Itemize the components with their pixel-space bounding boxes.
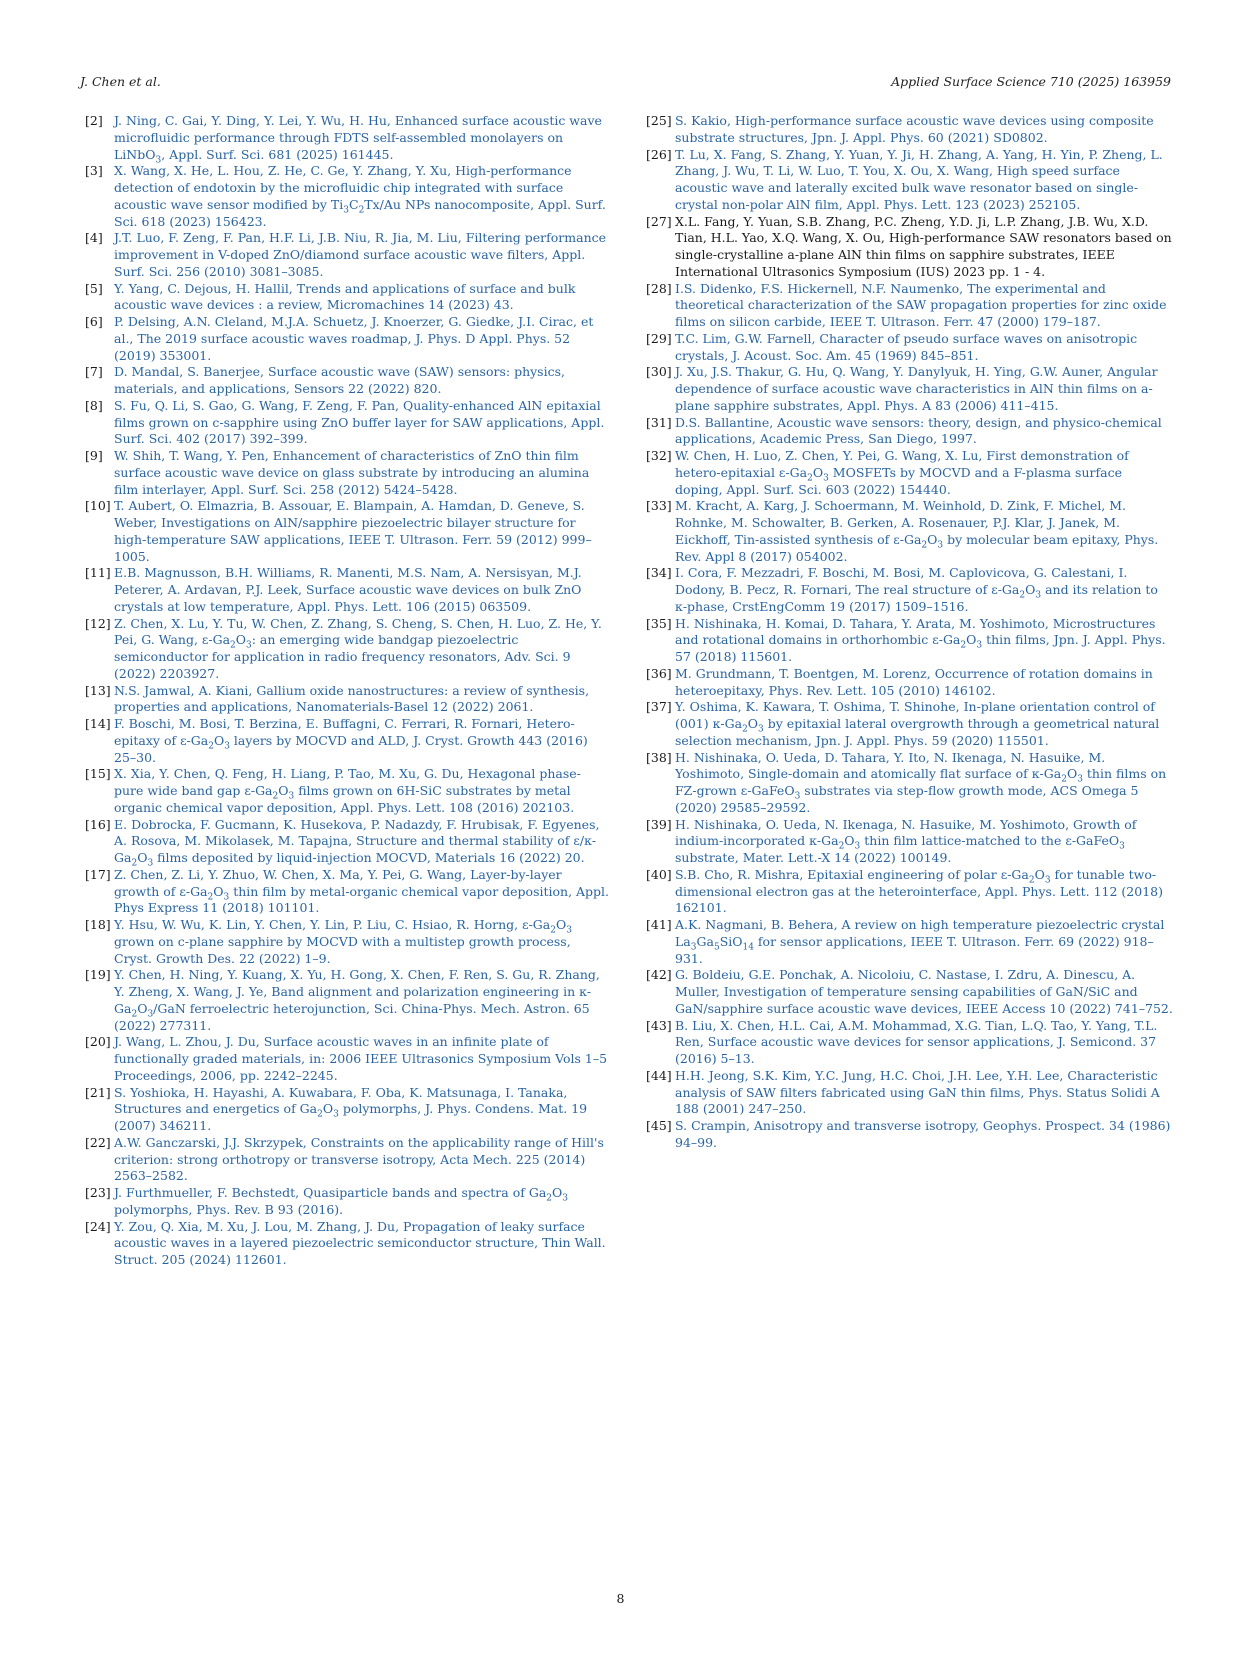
running-header-authors: J. Chen et al. bbox=[80, 74, 161, 89]
reference-number: [44] bbox=[646, 1067, 672, 1083]
reference-entry[interactable] bbox=[80, 616, 610, 683]
reference-link[interactable]: S. Fu, Q. Li, S. Gao, G. Wang, F. Zeng, F. Pan, Quality-enhanced AlN epitaxial films grown on c-sapphire using ZnO buffer layer for SAW applications, Appl. Surf. Sci. 402 (2017) 392–399. bbox=[114, 397, 605, 447]
reference-number: [38] bbox=[646, 749, 672, 765]
reference-number: [30] bbox=[646, 364, 672, 380]
reference-entry[interactable] bbox=[80, 817, 610, 867]
reference-number: [34] bbox=[646, 565, 672, 581]
reference-link[interactable]: J.T. Luo, F. Zeng, F. Pan, H.F. Li, J.B. Niu, R. Jia, M. Liu, Filtering performance improvement in V-doped ZnO/diamond surface acoustic wave filters, Appl. Surf. Sci. 256 (2010) 3081–3085. bbox=[114, 230, 607, 279]
reference-entry[interactable] bbox=[641, 666, 1173, 700]
reference-entry[interactable] bbox=[641, 616, 1173, 666]
reference-number: [36] bbox=[646, 665, 672, 681]
reference-number: [9] bbox=[85, 448, 103, 463]
reference-link[interactable]: T.C. Lim, G.W. Farnell, Character of pseudo surface waves on anisotropic crystals, J. Acoust. Soc. Am. 45 (1969) 845–851. bbox=[675, 330, 1138, 363]
reference-entry[interactable] bbox=[641, 415, 1173, 449]
reference-number: [37] bbox=[646, 699, 672, 715]
reference-link[interactable]: Z. Chen, Z. Li, Y. Zhuo, W. Chen, X. Ma, Y. Pei, G. Wang, Layer-by-layer growth of $\varepsilon-Ga_2O_3$ thin film by metal-organic chemical vapor deposition, Appl. Phys Express 11 (2018) 101101. bbox=[114, 866, 610, 916]
reference-link[interactable]: D. Mandal, S. Banerjee, Surface acoustic wave (SAW) sensors: physics, materials, and applications, Sensors 22 (2022) 820. bbox=[114, 364, 565, 396]
reference-entry[interactable] bbox=[80, 163, 610, 230]
reference-link[interactable]: H. Nishinaka, H. Komai, D. Tahara, Y. Arata, M. Yoshimoto, Microstructures and rotational domains in orthorhombic $\varepsilon-Ga_2O_3$ thin films, Jpn. J. Appl. Phys. 57 (2018) 115601. bbox=[675, 615, 1166, 664]
reference-number: [10] bbox=[85, 498, 111, 514]
reference-number: [12] bbox=[85, 615, 111, 631]
reference-link[interactable]: A.W. Ganczarski, J.J. Skrzypek, Constraints on the applicability range of Hill's criterion: strong orthotropy or transverse isotropy, Acta Mech. 225 (2014) 2563–2582. bbox=[114, 1134, 604, 1184]
reference-link[interactable]: H.H. Jeong, S.K. Kim, Y.C. Jung, H.C. Choi, J.H. Lee, Y.H. Lee, Characteristic analysis of SAW filters fabricated using GaN thin films, Phys. Status Solidi A 188 (2001) 247–250. bbox=[675, 1067, 1160, 1117]
reference-entry[interactable] bbox=[80, 1085, 610, 1135]
reference-link[interactable]: F. Boschi, M. Bosi, T. Berzina, E. Buffagni, C. Ferrari, R. Fornari, Hetero-epitaxy of $\varepsilon-Ga_2O_3$ layers by MOCVD and ALD, J. Cryst. Growth 443 (2016) 25–30. bbox=[114, 716, 588, 765]
reference-entry bbox=[641, 214, 1173, 281]
reference-entry[interactable] bbox=[641, 750, 1173, 817]
reference-number: [19] bbox=[85, 967, 111, 983]
references-left-column bbox=[80, 113, 610, 1269]
reference-link[interactable]: G. Boldeiu, G.E. Ponchak, A. Nicoloiu, C. Nastase, I. Zdru, A. Dinescu, A. Muller, Investigation of temperature sensing capabilities of GaN/SiC and GaN/sapphire surface acoustic wave devices, IEEE Access 10 (2022) 741–752. bbox=[675, 967, 1173, 1016]
reference-number: [11] bbox=[85, 565, 111, 581]
reference-entry[interactable] bbox=[641, 498, 1173, 565]
reference-entry[interactable] bbox=[641, 364, 1173, 414]
reference-link[interactable]: E. Dobrocka, F. Gucmann, K. Husekova, P. Nadazdy, F. Hrubisak, F. Egyenes, A. Rosova, M. Mikolasek, M. Tapajna, Structure and thermal stability of $\varepsilon/\kappa-Ga_2O_3$ films deposited by liquid-injection MOCVD, Materials 16 (2022) 20. bbox=[114, 816, 600, 869]
reference-entry[interactable] bbox=[641, 817, 1173, 867]
reference-entry[interactable] bbox=[641, 331, 1173, 365]
reference-link[interactable]: S. Kakio, High-performance surface acoustic wave devices using composite substrate structures, Jpn. J. Appl. Phys. 60 (2021) SD0802. bbox=[675, 113, 1154, 145]
reference-entry[interactable] bbox=[641, 565, 1173, 615]
reference-entry[interactable] bbox=[80, 1185, 610, 1219]
reference-number: [7] bbox=[85, 364, 103, 380]
reference-link[interactable]: X. Xia, Y. Chen, Q. Feng, H. Liang, P. Tao, M. Xu, G. Du, Hexagonal phase-pure wide band gap $\varepsilon-Ga_2O_3$ films grown on 6H-SiC substrates by metal organic chemical vapor deposition, Appl. Phys. Lett. 108 (2016) 202103. bbox=[114, 766, 581, 815]
reference-entry[interactable] bbox=[80, 498, 610, 565]
reference-number: [20] bbox=[85, 1034, 111, 1050]
reference-link[interactable]: B. Liu, X. Chen, H.L. Cai, A.M. Mohammad, X.G. Tian, L.Q. Tao, Y. Yang, T.L. Ren, Surface acoustic wave devices for sensor applications, J. Semicond. 37 (2016) 5–13. bbox=[675, 1017, 1158, 1066]
reference-entry[interactable] bbox=[641, 1068, 1173, 1118]
reference-number: [5] bbox=[85, 280, 103, 296]
reference-number: [27] bbox=[646, 213, 672, 229]
reference-entry[interactable] bbox=[80, 1219, 610, 1269]
reference-link[interactable]: E.B. Magnusson, B.H. Williams, R. Manenti, M.S. Nam, A. Nersisyan, M.J. Peterer, A. Ardavan, P.J. Leek, Surface acoustic wave devices on bulk ZnO crystals at low temperature, Appl. Phys. Lett. 106 (2015) 063509. bbox=[114, 565, 582, 614]
reference-link[interactable]: Y. Hsu, W. Wu, K. Lin, Y. Chen, Y. Lin, P. Liu, C. Hsiao, R. Horng, $\varepsilon-Ga_2O_3$ grown on c-plane sapphire by MOCVD with a multistep growth process, Cryst. Growth Des. 22 (2022) 1–9. bbox=[114, 917, 572, 966]
reference-link[interactable]: I.S. Didenko, F.S. Hickernell, N.F. Naumenko, The experimental and theoretical characterization of the SAW propagation properties for zinc oxide films on silicon carbide, IEEE T. Ultrason. Ferr. 47 (2000) 179–187. bbox=[675, 280, 1167, 329]
reference-link[interactable]: P. Delsing, A.N. Cleland, M.J.A. Schuetz, J. Knoerzer, G. Giedke, J.I. Cirac, et al., The 2019 surface acoustic waves roadmap, J. Phys. D Appl. Phys. 52 (2019) 353001. bbox=[114, 314, 594, 363]
reference-entry[interactable] bbox=[641, 917, 1173, 967]
reference-link[interactable]: I. Cora, F. Mezzadri, F. Boschi, M. Bosi, M. Caplovicova, G. Calestani, I. Dodony, B. Pecz, R. Fornari, The real structure of $\varepsilon-Ga_2O_3$ and its relation to κ-phase, CrstEngComm 19 (2017) 1509–1516. bbox=[675, 565, 1158, 614]
reference-number: [35] bbox=[646, 615, 672, 631]
reference-link[interactable]: S. Crampin, Anisotropy and transverse isotropy, Geophys. Prospect. 34 (1986) 94–99. bbox=[675, 1118, 1171, 1150]
reference-link[interactable]: X. Wang, X. He, L. Hou, Z. He, C. Ge, Y. Zhang, Y. Xu, High-performance detection of endotoxin by the microfluidic chip integrated with surface acoustic wave sensor modified by $Ti_3C_2Tx/Au$ NPs nanocomposite, Appl. Surf. Sci. 618 (2023) 156423. bbox=[114, 163, 606, 229]
reference-number: [28] bbox=[646, 280, 672, 296]
reference-link[interactable]: Y. Yang, C. Dejous, H. Hallil, Trends and applications of surface and bulk acoustic wave devices : a review, Micromachines 14 (2023) 43. bbox=[114, 280, 576, 313]
reference-entry[interactable] bbox=[80, 867, 610, 917]
reference-number: [42] bbox=[646, 967, 672, 983]
reference-number: [39] bbox=[646, 816, 672, 832]
reference-number: [18] bbox=[85, 917, 111, 932]
reference-number: [24] bbox=[85, 1218, 111, 1234]
reference-entry[interactable] bbox=[80, 314, 610, 364]
reference-number: [29] bbox=[646, 330, 672, 346]
reference-link[interactable]: H. Nishinaka, O. Ueda, D. Tahara, Y. Ito, N. Ikenaga, N. Hasuike, M. Yoshimoto, Single-domain and atomically flat surface of $\kappa-Ga_2O_3$ thin films on FZ-grown ε-GaFeO$_3$ substrates via step-flow growth mode, ACS Omega 5 (2020) 29585–29592. bbox=[675, 749, 1167, 815]
reference-number: [21] bbox=[85, 1084, 111, 1100]
reference-number: [23] bbox=[85, 1185, 111, 1200]
reference-entry[interactable] bbox=[80, 967, 610, 1034]
reference-entry[interactable] bbox=[80, 917, 610, 967]
reference-link[interactable]: J. Ning, C. Gai, Y. Ding, Y. Lei, Y. Wu, H. Hu, Enhanced surface acoustic wave microfluidic performance through FDTS self-assembled monolayers on LiNbO$_3$, Appl. Surf. Sci. 681 (2025) 161445. bbox=[114, 113, 602, 165]
reference-number: [16] bbox=[85, 816, 111, 832]
reference-entry[interactable] bbox=[80, 1034, 610, 1084]
reference-text: X.L. Fang, Y. Yuan, S.B. Zhang, P.C. Zheng, Y.D. Ji, L.P. Zhang, J.B. Wu, X.D. Tian, H.L. Yao, X.Q. Wang, X. Ou, High-performance SAW resonators based on single-crystalline a-plane AlN thin films on sapphire substrates, IEEE International Ultrasonics Symposium (IUS) 2023 pp. 1 - 4. bbox=[675, 213, 1172, 279]
page-number: 8 bbox=[616, 1591, 625, 1606]
reference-number: [6] bbox=[85, 314, 103, 329]
reference-number: [31] bbox=[646, 414, 672, 430]
reference-entry[interactable] bbox=[641, 281, 1173, 331]
reference-number: [25] bbox=[646, 113, 672, 128]
reference-link[interactable]: S.B. Cho, R. Mishra, Epitaxial engineering of polar $\varepsilon-Ga_2O_3$ for tunable two-dimensional electron gas at the heterointerface, Appl. Phys. Lett. 112 (2018) 162101. bbox=[675, 866, 1163, 916]
references-right-column bbox=[641, 113, 1173, 1152]
reference-link[interactable]: S. Yoshioka, H. Hayashi, A. Kuwabara, F. Oba, K. Matsunaga, I. Tanaka, Structures and energetics of $Ga_2O_3$ polymorphs, J. Phys. Condens. Mat. 19 (2007) 346211. bbox=[114, 1084, 588, 1133]
reference-link[interactable]: M. Grundmann, T. Boentgen, M. Lorenz, Occurrence of rotation domains in heteroepitaxy, Phys. Rev. Lett. 105 (2010) 146102. bbox=[675, 665, 1153, 698]
reference-entry[interactable] bbox=[80, 565, 610, 615]
reference-entry[interactable] bbox=[80, 113, 610, 163]
reference-number: [26] bbox=[646, 146, 672, 162]
reference-number: [43] bbox=[646, 1017, 672, 1033]
reference-number: [45] bbox=[646, 1118, 672, 1133]
reference-link[interactable]: M. Kracht, A. Karg, J. Schoermann, M. Weinhold, D. Zink, F. Michel, M. Rohnke, M. Schowalter, B. Gerken, A. Rosenauer, P.J. Klar, J. Janek, M. Eickhoff, Tin-assisted synthesis of $\varepsilon-Ga_2O_3$ by molecular beam epitaxy, Phys. Rev. Appl 8 (2017) 054002. bbox=[675, 498, 1159, 564]
reference-entry[interactable] bbox=[80, 281, 610, 315]
reference-number: [4] bbox=[85, 230, 103, 246]
reference-number: [3] bbox=[85, 163, 103, 179]
reference-entry[interactable] bbox=[641, 699, 1173, 749]
reference-link[interactable]: H. Nishinaka, O. Ueda, N. Ikenaga, N. Hasuike, M. Yoshimoto, Growth of indium-incorporated $\kappa-Ga_2O_3$ thin film lattice-matched to the ε-GaFeO$_3$ substrate, Mater. Lett.-X 14 (2022) 100149. bbox=[675, 816, 1137, 865]
reference-entry[interactable] bbox=[80, 683, 610, 717]
reference-number: [41] bbox=[646, 917, 672, 932]
reference-link[interactable]: Y. Oshima, K. Kawara, T. Oshima, T. Shinohe, In-plane orientation control of (001) $\kappa-Ga_2O_3$ by epitaxial lateral overgrowth through a geometrical natural selection mechanism, Jpn. J. Appl. Phys. 59 (2020) 115501. bbox=[675, 699, 1160, 748]
reference-number: [2] bbox=[85, 113, 103, 128]
reference-number: [40] bbox=[646, 866, 672, 882]
reference-entry[interactable] bbox=[641, 967, 1173, 1017]
reference-entry[interactable] bbox=[641, 1018, 1173, 1068]
reference-entry[interactable] bbox=[641, 147, 1173, 214]
reference-entry[interactable] bbox=[80, 448, 610, 498]
reference-entry[interactable] bbox=[641, 113, 1173, 147]
reference-entry[interactable] bbox=[80, 766, 610, 816]
reference-number: [33] bbox=[646, 498, 672, 514]
reference-entry[interactable] bbox=[641, 867, 1173, 917]
reference-link[interactable]: J. Xu, J.S. Thakur, G. Hu, Q. Wang, Y. Danylyuk, H. Ying, G.W. Auner, Angular dependence of surface acoustic wave characteristics in AlN thin films on a-plane sapphire substrates, Appl. Phys. A 83 (2006) 411–415. bbox=[675, 364, 1158, 413]
reference-link[interactable]: A.K. Nagmani, B. Behera, A review on high temperature piezoelectric crystal $La_3Ga_5SiO_{14}$ for sensor applications, IEEE T. Ultrason. Ferr. 69 (2022) 918–931. bbox=[675, 917, 1165, 966]
reference-link[interactable]: J. Wang, L. Zhou, J. Du, Surface acoustic waves in an infinite plate of functionally graded materials, in: 2006 IEEE Ultrasonics Symposium Vols 1–5 Proceedings, 2006, pp. 2242–2245. bbox=[114, 1034, 608, 1083]
reference-number: [14] bbox=[85, 716, 111, 731]
reference-number: [15] bbox=[85, 766, 111, 782]
running-header-journal: Applied Surface Science 710 (2025) 163959 bbox=[891, 74, 1171, 89]
reference-entry[interactable] bbox=[641, 1118, 1173, 1152]
reference-entry[interactable] bbox=[80, 1135, 610, 1185]
reference-link[interactable]: Z. Chen, X. Lu, Y. Tu, W. Chen, Z. Zhang, S. Cheng, S. Chen, H. Luo, Z. He, Y. Pei, G. Wang, $\varepsilon-Ga_2O_3$: an emerging wide bandgap piezoelectric semiconductor for application in radio frequency resonators, Adv. Sci. 9 (2022) 2203927. bbox=[114, 615, 602, 681]
reference-number: [32] bbox=[646, 448, 672, 463]
reference-link[interactable]: J. Furthmueller, F. Bechstedt, Quasiparticle bands and spectra of $Ga_2O_3$ polymorphs, Phys. Rev. B 93 (2016). bbox=[114, 1185, 568, 1217]
reference-entry[interactable] bbox=[80, 364, 610, 398]
reference-link[interactable]: W. Chen, H. Luo, Z. Chen, Y. Pei, G. Wang, X. Lu, First demonstration of hetero-epitaxial $\varepsilon-Ga_2O_3$ MOSFETs by MOCVD and a F-plasma surface doping, Appl. Surf. Sci. 603 (2022) 154440. bbox=[675, 448, 1129, 497]
reference-number: [8] bbox=[85, 397, 103, 413]
reference-entry[interactable] bbox=[80, 398, 610, 448]
reference-number: [22] bbox=[85, 1134, 111, 1150]
reference-link[interactable]: T. Aubert, O. Elmazria, B. Assouar, E. Blampain, A. Hamdan, D. Geneve, S. Weber, Investigations on AlN/sapphire piezoelectric bilayer structure for high-temperature SAW applications, IEEE T. Ultrason. Ferr. 59 (2012) 999–1005. bbox=[114, 498, 592, 564]
reference-entry[interactable] bbox=[80, 230, 610, 280]
reference-link[interactable]: T. Lu, X. Fang, S. Zhang, Y. Yuan, Y. Ji, H. Zhang, A. Yang, H. Yin, P. Zheng, L. Zhang, J. Wu, T. Li, W. Luo, T. You, X. Ou, X. Wang, High speed surface acoustic wave and laterally excited bulk wave resonator based on single-crystal non-polar AlN film, Appl. Phys. Lett. 123 (2023) 252105. bbox=[675, 146, 1163, 212]
reference-entry[interactable] bbox=[641, 448, 1173, 498]
reference-link[interactable]: D.S. Ballantine, Acoustic wave sensors: theory, design, and physico-chemical applications, Academic Press, San Diego, 1997. bbox=[675, 414, 1162, 447]
reference-link[interactable]: Y. Zou, Q. Xia, M. Xu, J. Lou, M. Zhang, J. Du, Propagation of leaky surface acoustic waves in a layered piezoelectric semiconductor structure, Thin Wall. Struct. 205 (2024) 112601. bbox=[114, 1218, 606, 1267]
reference-entry[interactable] bbox=[80, 716, 610, 766]
reference-link[interactable]: W. Shih, T. Wang, Y. Pen, Enhancement of characteristics of ZnO thin film surface acoustic wave device on glass substrate by introducing an alumina film interlayer, Appl. Surf. Sci. 258 (2012) 5424–5428. bbox=[114, 448, 590, 497]
reference-link[interactable]: N.S. Jamwal, A. Kiani, Gallium oxide nanostructures: a review of synthesis, properties and applications, Nanomaterials-Basel 12 (2022) 2061. bbox=[114, 682, 590, 715]
reference-number: [13] bbox=[85, 682, 111, 698]
reference-link[interactable]: Y. Chen, H. Ning, Y. Kuang, X. Yu, H. Gong, X. Chen, F. Ren, S. Gu, R. Zhang, Y. Zheng, X. Wang, J. Ye, Band alignment and polarization engineering in $\kappa-Ga_2O_3$/GaN ferroelectric heterojunction, Sci. China-Phys. Mech. Astron. 65 (2022) 277311. bbox=[114, 967, 600, 1033]
reference-number: [17] bbox=[85, 866, 111, 882]
